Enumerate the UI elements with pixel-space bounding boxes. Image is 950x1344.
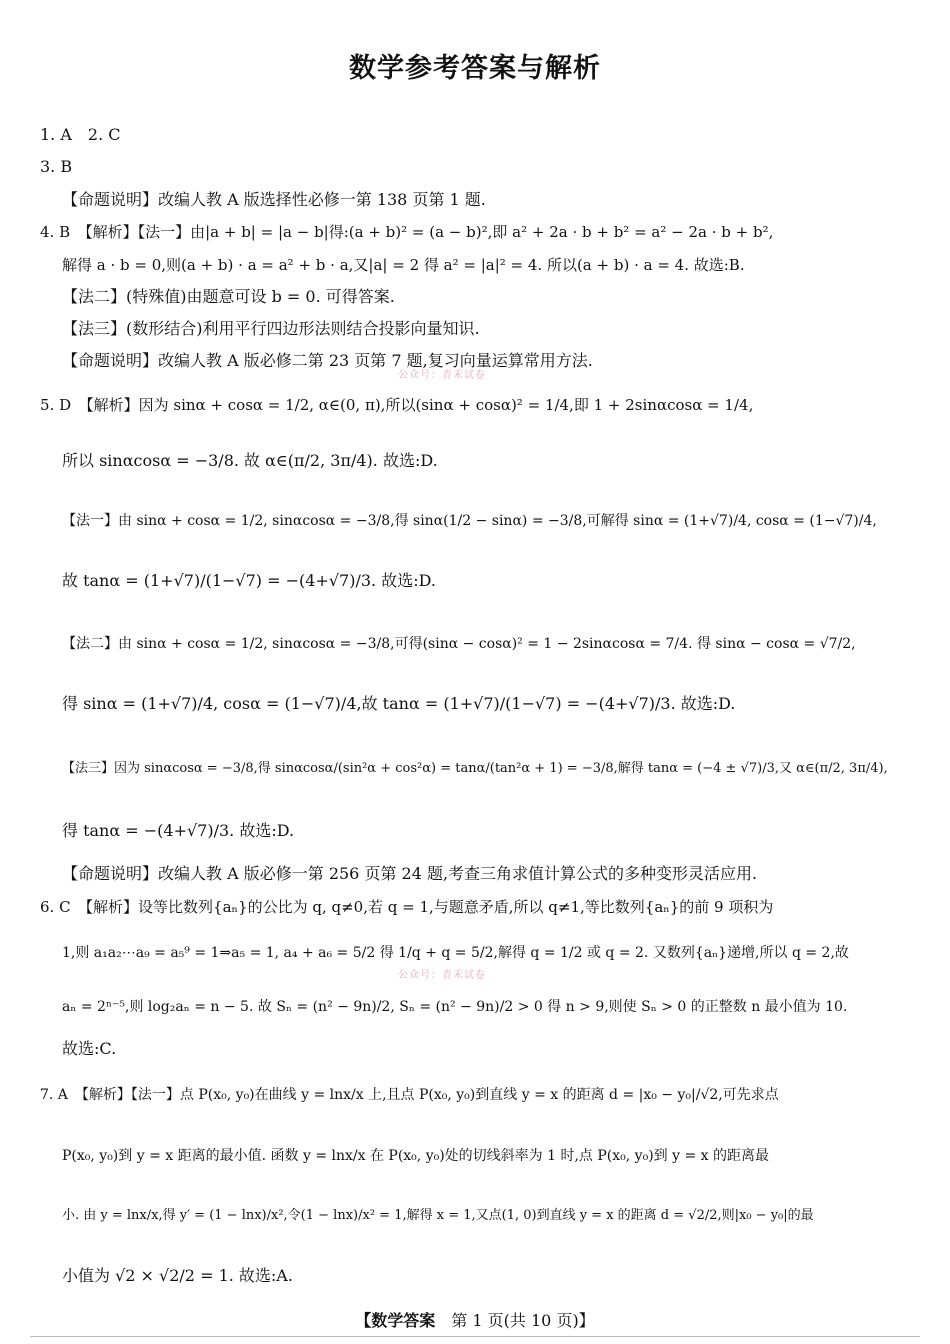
q5-method-three: 【法三】因为 sinαcosα = −3/8,得 sinαcosα/(sin²α + cos²α) = tanα/(tan²α + 1) = −3/8,解得 tanα = (−4 ± √7)/3,又 α∈(π/2, 3π/4), — [62, 761, 888, 776]
watermark-1: 公众号：青禾试卷 — [398, 370, 486, 381]
note-line-3: 【命题说明】改编人教 A 版选择性必修一第 138 页第 1 题. — [62, 190, 486, 209]
answer-line-6c: aₙ = 2ⁿ⁻⁵,则 log₂aₙ = n − 5. 故 Sₙ = (n² − 9n)/2, Sₙ = (n² − 9n)/2 > 0 得 n > 9,则使 Sₙ > 0 的正整数 n 最小值为 10. — [62, 999, 848, 1015]
answer-line-4: 4. B 【解析】【法一】由|a + b| = |a − b|得:(a + b)² = (a − b)²,即 a² + 2a · b + b² = a² − 2a · b + b², — [40, 223, 774, 241]
answer-line-2: 3. B — [40, 157, 73, 176]
answer-line-5b: 所以 sinαcosα = −3/8. 故 α∈(π/2, 3π/4). 故选:D. — [62, 451, 438, 470]
footer-page-number: 第 1 页(共 10 页)】 — [451, 1311, 595, 1330]
q5-method-one: 【法一】由 sinα + cosα = 1/2, sinαcosα = −3/8,得 sinα(1/2 − sinα) = −3/8,可解得 sinα = (1+√7)/4, cosα = (1−√7)/4, — [62, 513, 877, 529]
footer-label: 【数学答案 — [355, 1311, 436, 1330]
answer-line-1: 1. A 2. C — [40, 125, 121, 144]
method-three-line: 【法三】(数形结合)利用平行四边形法则结合投影向量知识. — [62, 319, 480, 338]
answer-line-7: 7. A 【解析】【法一】点 P(x₀, y₀)在曲线 y = lnx/x 上,且点 P(x₀, y₀)到直线 y = x 的距离 d = |x₀ − y₀|/√2,可先求点 — [40, 1087, 779, 1103]
page-footer — [0, 1308, 950, 1331]
answer-line-5: 5. D 【解析】因为 sinα + cosα = 1/2, α∈(0, π),所以(sinα + cosα)² = 1/4,即 1 + 2sinαcosα = 1/4, — [40, 396, 754, 414]
page-title: 数学参考答案与解析 — [349, 53, 601, 84]
answer-line-6b: 1,则 a₁a₂⋯a₉ = a₅⁹ = 1⇒a₅ = 1, a₄ + a₆ = 5/2 得 1/q + q = 5/2,解得 q = 1/2 或 q = 2. 又数列{aₙ}递增,所以 q = 2,故 — [62, 945, 849, 961]
watermark-2: 公众号：青禾试卷 — [398, 970, 486, 981]
answer-line-4b: 解得 a · b = 0,则(a + b) · a = a² + b · a,又|a| = 2 得 a² = |a|² = 4. 所以(a + b) · a = 4. 故选:B. — [62, 256, 745, 274]
q5-method-two-b: 得 sinα = (1+√7)/4, cosα = (1−√7)/4,故 tanα = (1+√7)/(1−√7) = −(4+√7)/3. 故选:D. — [62, 694, 736, 713]
q5-method-one-b: 故 tanα = (1+√7)/(1−√7) = −(4+√7)/3. 故选:D. — [62, 571, 436, 590]
method-two-line: 【法二】(特殊值)由题意可设 b = 0. 可得答案. — [62, 287, 395, 306]
bottom-rule — [30, 1336, 920, 1337]
q5-method-three-b: 得 tanα = −(4+√7)/3. 故选:D. — [62, 821, 295, 840]
note-line-4: 【命题说明】改编人教 A 版必修二第 23 页第 7 题,复习向量运算常用方法. — [62, 351, 593, 370]
answer-line-7b: P(x₀, y₀)到 y = x 距离的最小值. 函数 y = lnx/x 在 P(x₀, y₀)处的切线斜率为 1 时,点 P(x₀, y₀)到 y = x 的距离最 — [62, 1148, 769, 1164]
answer-line-7c: 小. 由 y = lnx/x,得 y′ = (1 − lnx)/x²,令(1 − lnx)/x² = 1,解得 x = 1,又点(1, 0)到直线 y = x 的距离 d = √2/2,则|x₀ − y₀|的最 — [62, 1208, 814, 1223]
answer-line-6: 6. C 【解析】设等比数列{aₙ}的公比为 q, q≠0,若 q = 1,与题意矛盾,所以 q≠1,等比数列{aₙ}的前 9 项积为 — [40, 898, 774, 916]
q5-method-two: 【法二】由 sinα + cosα = 1/2, sinαcosα = −3/8,可得(sinα − cosα)² = 1 − 2sinαcosα = 7/4. 得 sinα − cosα = √7/2, — [62, 636, 856, 652]
note-line-5: 【命题说明】改编人教 A 版必修一第 256 页第 24 题,考查三角求值计算公式的多种变形灵活应用. — [62, 864, 758, 883]
answer-line-7d: 小值为 √2 × √2/2 = 1. 故选:A. — [62, 1266, 293, 1285]
answer-line-6d: 故选:C. — [62, 1039, 117, 1058]
